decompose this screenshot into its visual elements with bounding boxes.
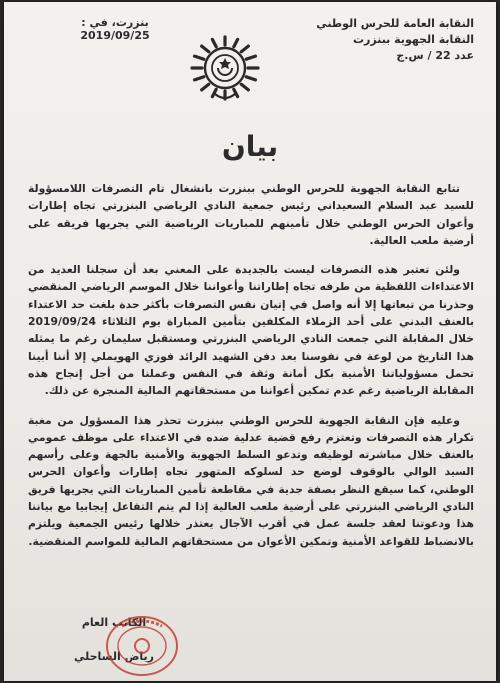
union-stamp-icon	[104, 614, 180, 678]
signatory-role: الكاتب العام	[81, 616, 147, 629]
letterhead	[299, 16, 474, 64]
document-page	[4, 2, 496, 681]
org-name: النقابة العامة للحرس الوطني	[316, 17, 474, 30]
org-branch: النقابة الجهوية ببنزرت	[352, 33, 474, 46]
union-emblem-icon	[185, 32, 265, 104]
signatory-name: رياض الساحلي	[74, 650, 154, 663]
paragraph-3: وعليه فإن النقابة الجهوية للحرس الوطني ببنزرت تحذر هذا المسؤول من مغبة تكرار هذه التصرفات وتعتزم رفع قضية عدلية ضده في الاعتداء على موظف عمومي بالعنف خلال مباشرته لوظيفه وتدعو السلط الجهوية والأمنية بالجهة وعلى رأسهم السيد الوالي بالوقوف لوضع حد لسلوكه المتهور تجاه إطارات وأعوان الحرس الوطني، كما سيقع النظر بصفة جدية في مقاطعة تأمين المباريات التي يجريها فريق النادي الرياضي البنزرتي على أرضية ملعب العالية إذا لم يتم التفاعل إيجابيا مع بياننا هذا ودعوتنا لعقد جلسة عمل في أقرب الآجال يعتذر خلالها رئيس الجمعية ويلتزم بالانضباط للقواعد الأمنية وتمكين الأعوان من مستحقاتهم المالية للمواسم المنقضية.	[28, 413, 474, 548]
place-date: بنزرت، في : 2019/09/25	[80, 16, 150, 42]
statement-body	[28, 180, 474, 562]
reference-number: عدد 22 / س.ج	[396, 49, 474, 62]
statement-title: بيان	[221, 130, 279, 163]
paragraph-1: تتابع النقابة الجهوية للحرس الوطني ببنزرت بانشغال تام التصرفات اللامسؤولة للسيد عبد السلام السعيداني رئيس جمعية النادي الرياضي البنزرتي تجاه إطارات وأعوان الحرس الوطني خلال تأمينهم للمباريات الرياضية التي يجريها فريقه على أرضية ملعب العالية.	[28, 182, 474, 247]
paragraph-2: ولئن تعتبر هذه التصرفات ليست بالجديدة على المعني بعد أن سجلنا العديد من الاعتداءات اللفظية من طرفه تجاه إطاراتنا وأعواننا خلال الموسم الرياضي المنقضي وحذرنا من تبعاتها إلا أنه واصل في إتيان نفس التصرفات بأكثر حدة بلغت حد الاعتداء بالعنف البدني على أحد الزملاء المكلفين بتأمين المباراة يوم الثلاثاء 2019/09/24 خلال المقابلة التي جمعت النادي الرياضي البنزرتي ومستقبل سليمان رغم ما يمثله هذا التاريخ من لوعة في نفوسنا بعد دفن الشهيد الرائد فوزي الهويملي إلا أننا أبينا تحمل مسؤولياتنا الأمنية بكل أمانة وثقة في النفس وعملنا من أجل إنجاح هذه المقابلة الرياضية رغم عدم تمكين أعواننا من مستحقاتهم المالية المنجرة عن ذلك.	[28, 263, 474, 398]
